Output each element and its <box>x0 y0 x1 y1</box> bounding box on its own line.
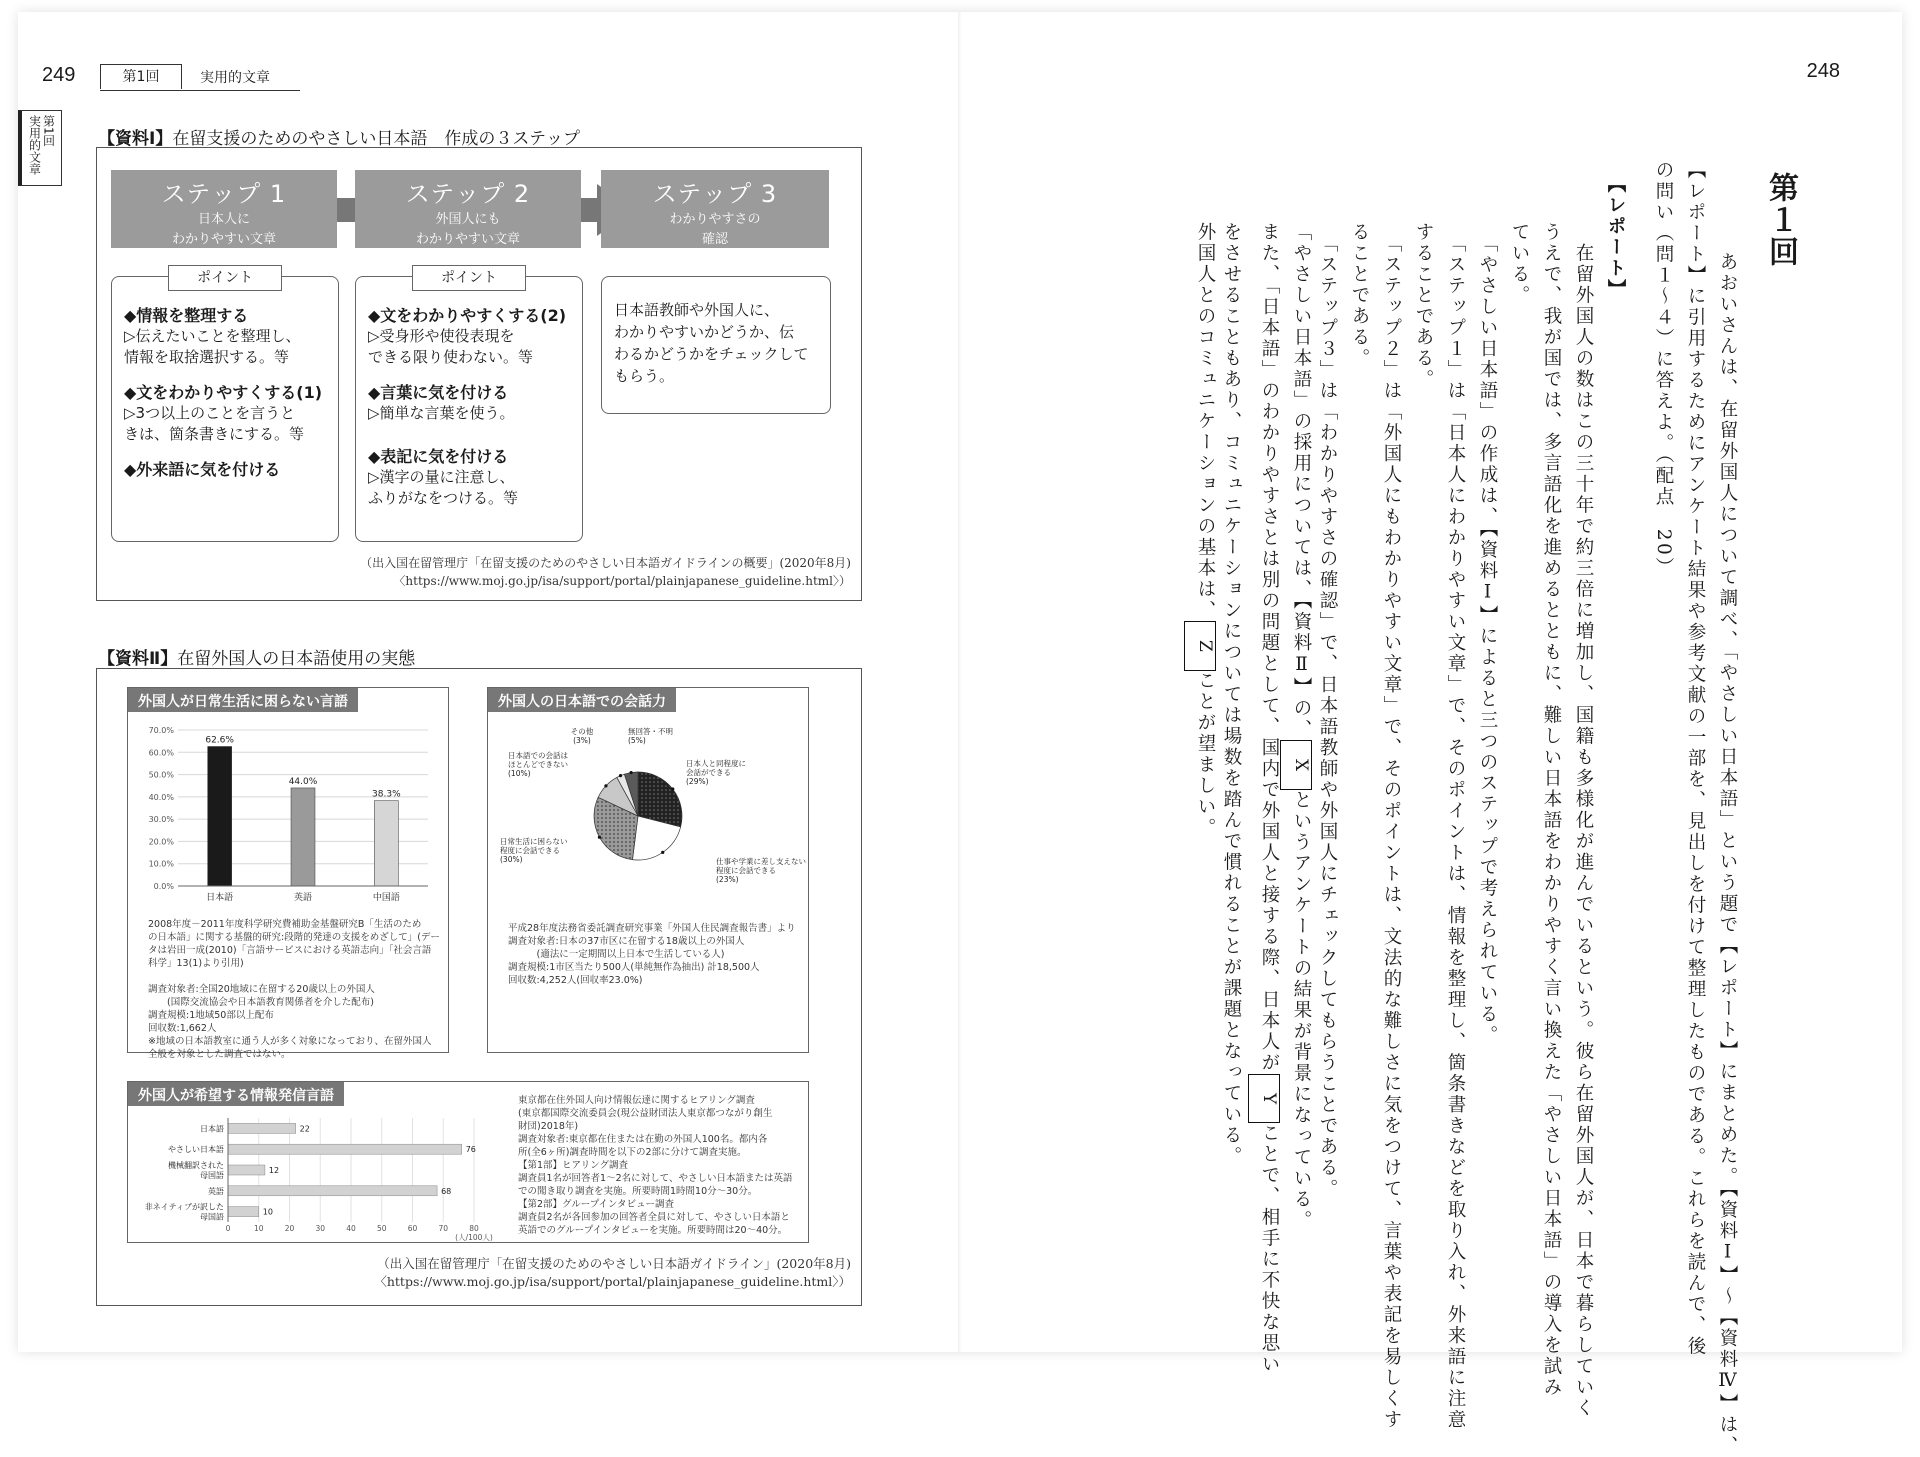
y-tick-label: 40.0% <box>148 792 174 802</box>
y-category-label: 英語 <box>208 1186 224 1196</box>
pie-label: ほとんどできない <box>508 760 568 769</box>
hbar <box>228 1186 437 1196</box>
page-number-right: 248 <box>1806 60 1840 82</box>
left-page <box>18 12 960 1352</box>
point-box-2-content <box>368 301 574 509</box>
y-tick-label: 20.0% <box>148 837 174 847</box>
report-line-3: ている。 <box>1509 222 1530 306</box>
pie-label-dot <box>619 774 622 777</box>
panel1-note-line: ※地域の日本語教室に通う人が多く対象になっており、在留外国人 <box>148 1036 432 1047</box>
step3-text-2: わかりやすいかどうか、伝 <box>614 323 795 341</box>
info-language-hbar-chart <box>128 1106 498 1242</box>
panel3-note-line: 調査員2名が各回参加の回答者全員に対して、やさしい日本語と <box>518 1212 790 1223</box>
step-2-title: ステップ 2 <box>405 180 531 208</box>
panel3-note-line: 【第1部】ヒアリング調査 <box>518 1160 628 1171</box>
bar-value-label: 38.3% <box>372 789 401 800</box>
right-page <box>960 12 1902 1457</box>
material2-title-text: 在留外国人の日本語使用の実態 <box>177 649 416 669</box>
panel3-title: 外国人が希望する情報発信言語 <box>128 1082 344 1106</box>
panel1-note-line: タは岩田一成(2010)「言語サービスにおける英語志向」「社会言語 <box>148 945 432 956</box>
intro-line-2: 【レポート】に引用するためにアンケート結果や参考文献の一部を、見出しを付けて整理したものである。これらを読んで、後 <box>1685 160 1706 1357</box>
hbar-value-label: 76 <box>465 1145 476 1155</box>
y-tick-label: 60.0% <box>148 748 174 758</box>
panel1-note-line: 調査対象者:全国20地域に在留する20歳以上の外国人 <box>148 984 375 995</box>
pie-label: (10%) <box>508 769 531 778</box>
pie-label: 日本人と同程度に <box>686 759 746 768</box>
section-title: 実用的文章 <box>200 70 270 86</box>
pie-label: (30%) <box>500 855 523 864</box>
report-line-5: 「ステップ１」は「日本人にわかりやすい文章」で、そのポイントは、情報を整理し、箇条書きなどを取り入れ、外来語に注意 <box>1445 222 1466 1431</box>
panel3-note-line: 所(全6ヶ所)調査時間を以下の2部に分けて調査実施。 <box>518 1147 747 1158</box>
report-line-z <box>1184 222 1220 839</box>
panel1-note-line: 調査規模:1地域50部以上配布 <box>148 1010 274 1021</box>
report-line-z-part-1: 外国人とのコミュニケーションの基本は、 <box>1195 222 1216 621</box>
hbar-value-label: 68 <box>441 1186 452 1196</box>
pie-label: (5%) <box>628 736 646 745</box>
material2-caption <box>374 1255 851 1291</box>
y-category-label: 母国語 <box>200 1212 224 1222</box>
point-label-1: ポイント <box>168 265 282 291</box>
panel1-note <box>148 918 444 1061</box>
x-tick-label: 20 <box>284 1224 295 1233</box>
y-tick-label: 50.0% <box>148 770 174 780</box>
panel3-note <box>518 1094 804 1237</box>
panel3-note-line: 財団)2018年) <box>518 1121 579 1132</box>
pie-label: (3%) <box>573 736 591 745</box>
pie-label-dot <box>661 851 664 854</box>
pie-label: (29%) <box>686 777 709 786</box>
report-line-4: 「やさしい日本語」の作成は、【資料Ⅰ】によると三つのステップで考えられている。 <box>1477 222 1498 1046</box>
material1-title <box>98 124 580 149</box>
point2-heading-3: ◆表記に気を付ける <box>368 447 509 466</box>
y-tick-label: 30.0% <box>148 815 174 825</box>
x-tick-label: 50 <box>376 1224 387 1233</box>
report-line-y-part-2: ことで、相手に不快な思い <box>1259 1122 1280 1375</box>
pie-label-dot <box>671 787 674 790</box>
y-category-label: 非ネイティブが訳した <box>144 1202 224 1212</box>
panel2-note-line: (適法に一定期間以上日本で生活している人) <box>508 949 725 960</box>
chapter-tag: 第1回 <box>100 64 182 89</box>
panel1-note-line: 2008年度－2011年度科学研究費補助金基盤研究B「生活のため <box>148 919 422 930</box>
step-1-line-1: 日本人に <box>197 212 250 227</box>
point2-text-2a: ▷簡単な言葉を使う。 <box>368 404 515 422</box>
material1-bracket: 【資料Ⅰ】 <box>98 129 173 149</box>
blank-z-box: Z <box>1184 621 1216 671</box>
step-1-title: ステップ 1 <box>161 180 287 208</box>
panel2-note-line: 平成28年度法務省委託調査研究事業「外国人住民調査報告書」より <box>508 923 796 934</box>
x-unit-label: (人/100人) <box>455 1233 493 1242</box>
report-heading: 【レポート】 <box>1605 174 1626 300</box>
intro-line-3: の問い（問１～４）に答えよ。（配点 20） <box>1653 160 1674 579</box>
x-tick-label: 英語 <box>293 893 313 903</box>
panel-bar-chart <box>127 687 449 1060</box>
pie-label-dot <box>604 784 607 787</box>
panel1-title: 外国人が日常生活に困らない言語 <box>128 688 358 712</box>
step3-check-text <box>614 299 822 387</box>
hbar <box>228 1123 296 1133</box>
bar <box>208 746 232 886</box>
panel2-title: 外国人の日本語での会話力 <box>488 688 676 712</box>
material1-caption <box>360 554 851 590</box>
side-tab-text-2: 第1回 <box>41 115 56 147</box>
report-line-x-part-2: というアンケートの結果が背景になっている。 <box>1291 790 1312 1232</box>
panel2-note <box>508 922 804 987</box>
report-line-x-part-1: 「やさしい日本語」の採用については、【資料Ⅱ】の、 <box>1291 222 1312 741</box>
x-tick-label: 0 <box>225 1224 231 1233</box>
panel2-note-line: 調査規模:1市区当たり500人(単純無作為抽出) 計18,500人 <box>508 962 760 973</box>
x-tick-label: 80 <box>469 1224 479 1233</box>
intro-line-1: あおいさんは、在留外国人について調べ、「やさしい日本語」という題で【レポート】にまとめた。【資料Ⅰ】～【資料Ⅳ】は、 <box>1717 252 1738 1457</box>
point-box-2 <box>355 270 583 542</box>
material2-caption-line-1: （出入国在留管理庁「在留支援のためのやさしい日本語ガイドライン」(2020年8月) <box>377 1256 851 1271</box>
report-line-6: することである。 <box>1413 222 1434 390</box>
step-3-line-1: わかりやすさの <box>669 212 761 227</box>
hbar <box>228 1207 259 1217</box>
panel3-note-line: 【第2部】グループインタビュー調査 <box>518 1199 675 1210</box>
step-3-box <box>601 170 829 248</box>
point1-text-1a: ▷伝えたいことを整理し、 <box>124 327 301 345</box>
pie-label: 無回答・不明 <box>628 727 673 736</box>
point-label-2: ポイント <box>412 265 526 291</box>
side-tab <box>18 110 62 186</box>
page-number-left: 249 <box>42 64 76 86</box>
hbar-value-label: 12 <box>268 1166 280 1175</box>
y-category-label: 機械翻訳された <box>168 1161 224 1170</box>
point2-heading-1: ◆文をわかりやすくする(2) <box>368 306 567 325</box>
pie-label-dot <box>630 771 633 774</box>
pie-label: 程度に会話できる <box>716 866 776 875</box>
point2-text-1b: できる限り使わない。等 <box>368 348 534 366</box>
report-line-y <box>1248 222 1284 1375</box>
step-2-box <box>355 170 581 248</box>
step3-text-4: もらう。 <box>614 367 675 385</box>
hbar-value-label: 22 <box>299 1124 310 1134</box>
panel2-note-line: 調査対象者:日本の37市区に在留する18歳以上の外国人 <box>508 936 745 947</box>
x-tick-label: 70 <box>438 1224 449 1233</box>
point-box-1-content <box>124 301 330 480</box>
report-line-z-part-2: ことが望ましい。 <box>1195 670 1216 839</box>
report-line-y2: をさせることもあり、コミュニケーションについては場数を踏んで慣れることが課題となっている。 <box>1221 222 1242 1167</box>
hbar-value-label: 10 <box>262 1207 273 1217</box>
panel3-note-line: 調査対象者:東京都在住または在勤の外国人100名。都内各 <box>518 1134 768 1145</box>
material2-frame <box>96 668 862 1306</box>
point1-text-1b: 情報を取捨選択する。等 <box>124 348 290 366</box>
step-3-line-2: 確認 <box>701 232 728 247</box>
panel3-note-line: 英語でのグループインタビューを実施。所要時間は20～40分。 <box>518 1225 788 1236</box>
panel3-note-line: 調査員1名が回答者1～2名に対して、やさしい日本語または英語 <box>518 1173 793 1184</box>
bar <box>374 801 398 886</box>
step3-text-3: わるかどうかをチェックして <box>614 345 809 363</box>
material2-title <box>98 644 415 669</box>
report-line-9: 「ステップ３」は「わかりやすさの確認」で、日本語教師や外国人にチェックしてもらうことである。 <box>1317 222 1338 1200</box>
pie-label: 程度に会話できる <box>500 846 560 855</box>
pie-label: 日本語での会話は <box>508 751 568 760</box>
panel1-note-line: の日本語」に関する基盤的研究:段階的発達の支援をめざして」(デー <box>148 932 440 943</box>
step3-text-1: 日本語教師や外国人に、 <box>614 301 780 319</box>
point2-text-1a: ▷受身形や使役表現を <box>368 327 515 345</box>
hbar <box>228 1144 462 1154</box>
pie-label: (23%) <box>716 875 739 884</box>
y-tick-label: 70.0% <box>148 726 174 735</box>
y-category-label: やさしい日本語 <box>168 1145 224 1155</box>
material1-title-text: 在留支援のためのやさしい日本語 作成の３ステップ <box>172 129 580 149</box>
pie-label-dot <box>598 836 601 839</box>
pie-label: その他 <box>570 727 594 736</box>
step-3-title: ステップ 3 <box>652 180 778 208</box>
panel2-note-line: 回収数:4,252人(回収率23.0%) <box>508 975 643 986</box>
y-tick-label: 0.0% <box>153 882 174 891</box>
bar <box>291 788 315 886</box>
report-line-x <box>1280 222 1316 1231</box>
point1-text-2a: ▷3つ以上のことを言うと <box>124 404 296 422</box>
point1-heading-1: ◆情報を整理する <box>124 306 249 325</box>
conversation-ability-pie-chart <box>488 716 808 916</box>
step-2-line-1: 外国人にも <box>435 212 501 227</box>
panel1-note-line: 科学」13(1)より引用) <box>148 958 244 969</box>
bar-value-label: 44.0% <box>288 776 318 787</box>
panel1-note-line: (国際交流協会や日本語教育関係者を介した配布) <box>148 997 374 1008</box>
x-tick-label: 10 <box>253 1224 264 1233</box>
step-2-line-2: わかりやすい文章 <box>415 232 520 247</box>
y-category-label: 日本語 <box>200 1124 224 1134</box>
blank-x-box: X <box>1280 740 1312 790</box>
panel-pie-chart <box>487 687 809 1053</box>
blank-y-box: Y <box>1248 1074 1280 1123</box>
arrow-1-body <box>337 198 357 222</box>
point2-text-3a: ▷漢字の量に注意し、 <box>368 468 515 486</box>
y-tick-label: 10.0% <box>148 859 174 869</box>
material2-bracket: 【資料Ⅱ】 <box>98 649 178 669</box>
step-1-line-2: わかりやすい文章 <box>171 232 276 247</box>
point1-text-2b: きは、箇条書きにする。等 <box>124 425 305 443</box>
x-tick-label: 40 <box>346 1224 356 1233</box>
point1-heading-3: ◆外来語に気を付ける <box>124 460 281 479</box>
panel1-note-line: 回収数:1,662人 <box>148 1023 217 1034</box>
hbar <box>228 1165 265 1175</box>
bar-value-label: 62.6% <box>205 735 234 746</box>
x-tick-label: 30 <box>315 1224 326 1233</box>
x-tick-label: 中国語 <box>372 893 400 903</box>
panel3-note-line: 東京都在住外国人向け情報伝達に関するヒアリング調査 <box>518 1095 755 1106</box>
y-category-label: 母国語 <box>200 1171 224 1180</box>
step-1-box <box>111 170 337 248</box>
point-box-1 <box>111 270 339 542</box>
panel3-note-line: での聞き取り調査を実施。所要時間1時間10分～30分。 <box>518 1186 758 1197</box>
book-spread <box>18 12 1902 1457</box>
chapter-heading: 第１回 <box>1763 172 1798 268</box>
point2-text-3b: ふりがなをつける。等 <box>368 489 519 507</box>
pie-label: 日常生活に困らない <box>500 837 568 846</box>
material1-caption-line-2: 〈https://www.moj.go.jp/isa/support/portal/plainjapanese_guideline.html〉） <box>393 574 851 588</box>
x-tick-label: 日本語 <box>206 893 234 903</box>
x-tick-label: 60 <box>407 1224 418 1233</box>
point1-heading-2: ◆文をわかりやすくする(1) <box>124 383 323 402</box>
report-line-1: 在留外国人の数はこの三十年で約三倍に増加し、国籍も多様化が進んでいるという。彼ら在留外国人が、日本で暮らしていく <box>1573 222 1594 1419</box>
panel3-note-line: (東京都国際交流委員会(現公益財団法人東京都つながり創生 <box>518 1108 773 1119</box>
pie-label: 仕事や学業に差し支えない <box>716 857 806 866</box>
report-line-8: ることである。 <box>1349 222 1370 369</box>
pie-label: 会話ができる <box>686 768 731 777</box>
daily-language-bar-chart <box>128 716 448 916</box>
report-line-y-part-1: また、「日本語」のわかりやすさとは別の問題として、国内で外国人と接する際、日本人が <box>1259 222 1280 1074</box>
running-header <box>100 64 300 91</box>
material1-caption-line-1: （出入国在留管理庁「在留支援のためのやさしい日本語ガイドラインの概要」(2020年8月) <box>360 556 851 570</box>
step3-check-box <box>601 276 831 414</box>
report-line-2: うえで、我が国では、多言語化を進めるとともに、難しい日本語をわかりやすく言い換えた「やさしい日本語」の導入を試み <box>1541 222 1562 1398</box>
panel1-note-line: 全般を対象とした調査ではない。 <box>148 1049 291 1060</box>
panel-hbar-chart <box>127 1081 809 1243</box>
report-line-7: 「ステップ２」は「外国人にもわかりやすい文章」で、そのポイントは、文法的な難しさに気をつけて、言葉や表記を易しくす <box>1381 222 1402 1431</box>
point2-heading-2: ◆言葉に気を付ける <box>368 383 509 402</box>
material1-frame <box>96 147 862 601</box>
panel1-note-spacer <box>148 970 444 983</box>
material2-caption-line-2: 〈https://www.moj.go.jp/isa/support/portal/plainjapanese_guideline.html〉） <box>374 1274 851 1289</box>
side-tab-text-1: 実用的文章 <box>27 115 42 175</box>
